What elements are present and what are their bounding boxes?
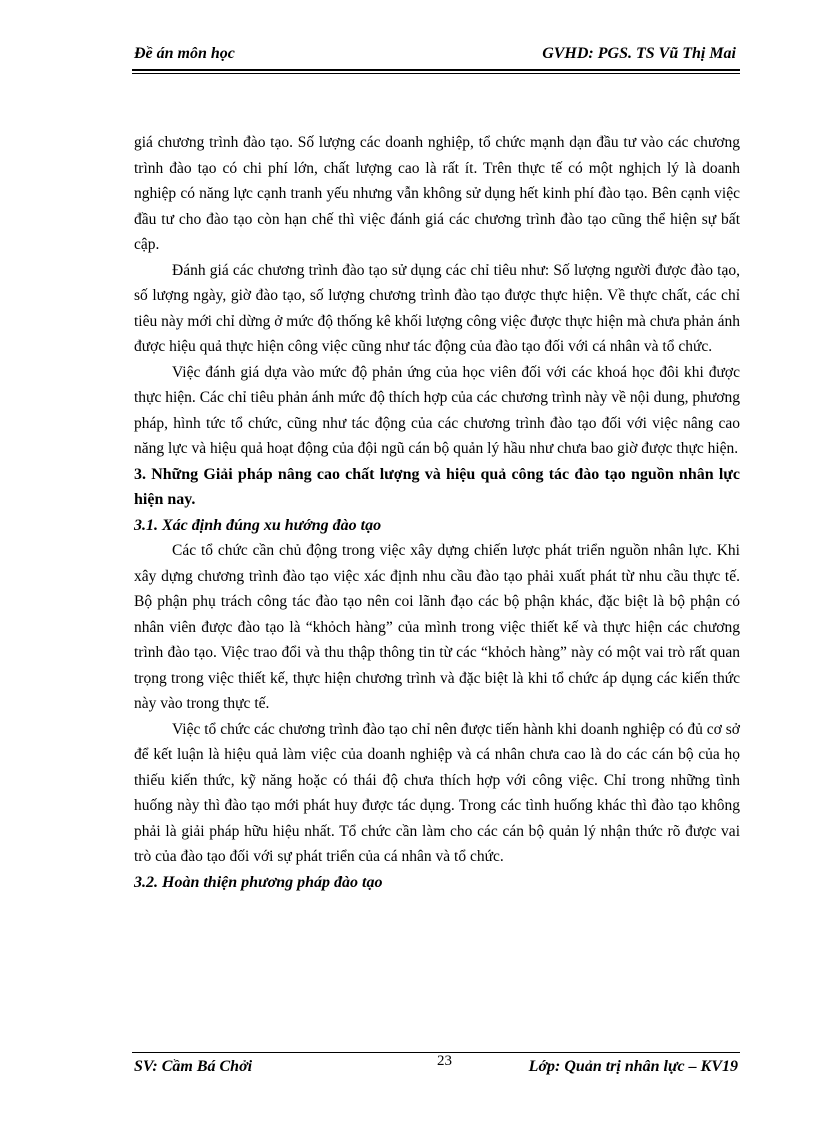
paragraph-evaluation-criteria: Đánh giá các chương trình đào tạo sử dụng các chỉ tiêu như: Số lượng người được đào tạo, số lượng ngày, giờ đào tạo, số lượng chương trình đào tạo được thực hiện. Về thực chất, các chỉ tiêu này mới chỉ dừng ở mức độ thống kê khối lượng công việc được thực hiện mà chưa phản ánh được hiệu quả thực hiện công việc cũng như tác động của đào tạo đối với cá nhân và tổ chức. [134, 261, 740, 355]
subsection-heading-3-2: 3.2. Hoàn thiện phương pháp đào tạo [134, 873, 383, 891]
paragraph-continued: giá chương trình đào tạo. Số lượng các doanh nghiệp, tổ chức mạnh dạn đầu tư vào các chương trình đào tạo có chi phí lớn, chất lượng cao là rất ít. Trên thực tế có một nghịch lý là doanh nghiệp có năng lực cạnh tranh yếu nhưng vẫn không sử dụng hết kinh phí đào tạo. Bên cạnh việc đầu tư cho đào tạo còn hạn chế thì việc đánh giá các chương trình đào tạo cũng thể hiện sự bất cập. [134, 134, 740, 253]
page-header [132, 41, 740, 71]
header-supervisor: GVHD: PGS. TS Vũ Thị Mai [542, 45, 736, 62]
paragraph-learner-reaction: Việc đánh giá dựa vào mức độ phản ứng của học viên đối với các khoá học đôi khi được thực hiện. Các chỉ tiêu phản ánh mức độ thích hợp của các chương trình này về nội dung, phương pháp, hình tức tổ chức, cũng như tác động của các chương trình đào tạo đối với việc nâng cao năng lực và hiệu quả hoạt động của đội ngũ cán bộ quản lý hầu như chưa bao giờ được thực hiện. [134, 363, 740, 457]
footer-class-name: Lớp: Quản trị nhân lực – KV19 [528, 1058, 738, 1075]
paragraph-organizing-programs: Việc tổ chức các chương trình đào tạo chỉ nên được tiến hành khi doanh nghiệp có đủ cơ sở để kết luận là hiệu quả làm việc của doanh nghiệp và cá nhân chưa cao là do các cán bộ của họ thiếu kiến thức, kỹ năng hoặc có thái độ chưa thích hợp với công việc. Chỉ trong những tình huống này thì đào tạo mới phát huy được tác dụng. Trong các tình huống khác thì đào tạo không phải là giải pháp hữu hiệu nhất. Tổ chức cần làm cho các cán bộ quản lý nhận thức rõ được vai trò của đào tạo đối với sự phát triển của cá nhân và tổ chức. [134, 720, 740, 865]
section-heading-3: 3. Những Giải pháp nâng cao chất lượng và hiệu quả công tác đào tạo nguồn nhân lực hiện nay. [134, 465, 740, 508]
page-body [134, 130, 740, 895]
footer-page-number: 23 [437, 1053, 452, 1069]
page-footer [132, 1052, 740, 1083]
footer-student-name: SV: Cầm Bá Chởi [134, 1058, 253, 1075]
header-course-title: Đề án môn học [134, 45, 235, 62]
paragraph-training-trend: Các tổ chức cần chủ động trong việc xây dựng chiến lược phát triển nguồn nhân lực. Khi xây dựng chương trình đào tạo việc xác định nhu cầu đào tạo phải xuất phát từ nhu cầu thực tế. Bộ phận phụ trách công tác đào tạo nên coi lãnh đạo các bộ phận khác, đặc biệt là bộ phận có nhân viên được đào tạo là “khỏch hàng” của mình trong việc thiết kế và thực hiện các chương trình đào tạo. Việc trao đổi và thu thập thông tin từ các “khỏch hàng” này có một vai trò rất quan trọng trong việc thiết kế, thực hiện chương trình và đặc biệt là khi tổ chức áp dụng các kiến thức này vào trong thực tế. [134, 542, 740, 712]
subsection-heading-3-1: 3.1. Xác định đúng xu hướng đào tạo [134, 516, 382, 534]
header-double-rule [132, 73, 740, 74]
